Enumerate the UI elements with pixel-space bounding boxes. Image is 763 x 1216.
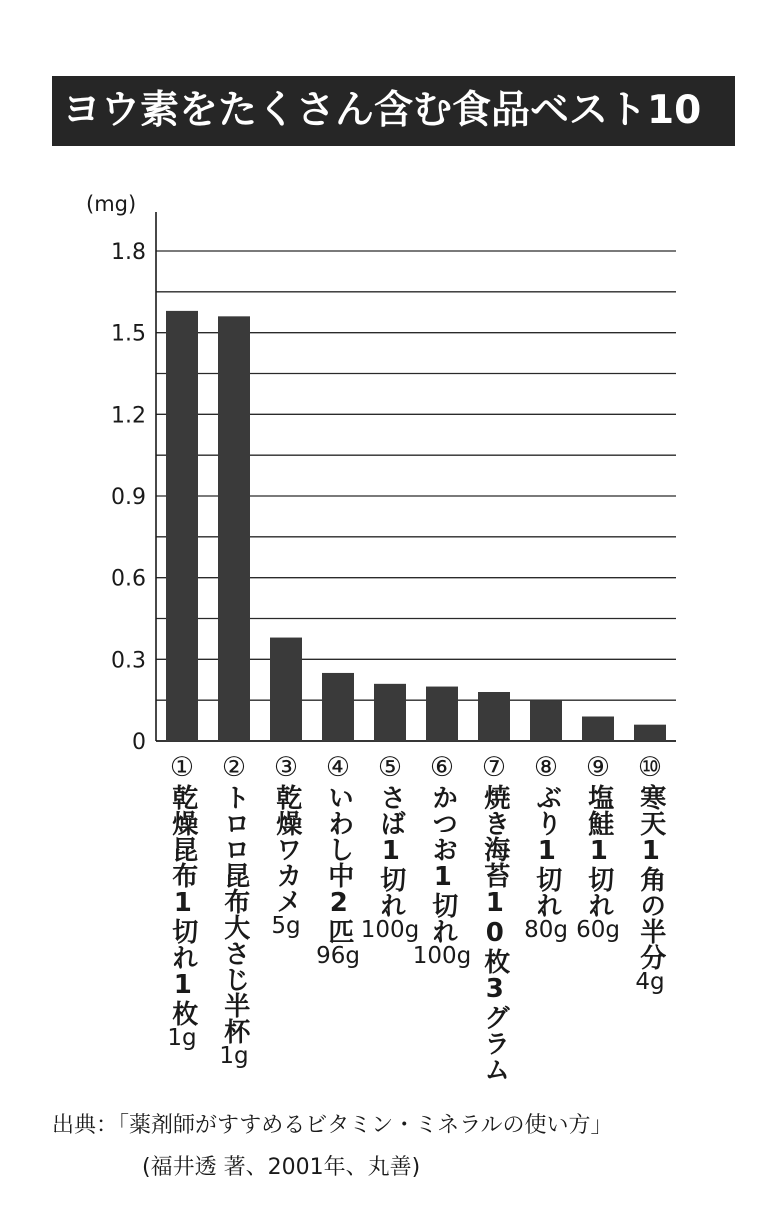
category-name: 塩鮭1切れ [583,784,614,918]
bar [582,717,614,742]
category-name: 乾燥昆布1切れ1枚 [167,784,198,1026]
bar [374,684,406,741]
category-amount: 96g [316,943,360,969]
y-tick-label: 0.9 [111,485,146,510]
category-label [212,752,256,1069]
category-number: ④ [325,752,351,783]
y-tick-label: 0.6 [111,566,146,592]
category-label [576,752,620,943]
category-label [160,752,204,1051]
category-label [316,752,360,969]
category-amount: 100g [360,917,420,943]
category-amount: 100g [412,943,472,969]
bar [426,687,458,741]
bar [270,638,302,741]
category-label [628,752,672,995]
category-number: ① [169,752,195,783]
y-tick-label: 0 [132,730,146,755]
category-label [412,752,472,969]
category-amount: 60g [576,917,620,943]
category-name: いわし中2匹 [323,784,354,944]
category-name: 焼き海苔10枚3グラム [479,784,510,1082]
bar [634,725,666,741]
category-amount: 1g [219,1043,249,1069]
y-axis-unit: (mg) [86,192,137,216]
category-number: ⑧ [533,752,559,783]
category-label [360,752,420,943]
category-number: ⑦ [481,752,507,783]
y-tick-label: 1.8 [111,240,146,265]
category-number: ③ [273,752,299,783]
bar [322,673,354,741]
category-number: ⑨ [585,752,611,783]
y-tick-label: 1.5 [111,321,146,347]
y-tick-label: 1.2 [111,403,146,429]
category-number: ⑤ [377,752,403,783]
category-name: ぶり1切れ [531,784,562,918]
category-amount: 80g [524,917,568,943]
category-amount: 5g [271,913,301,939]
category-label [472,752,516,1082]
category-amount: 1g [167,1025,197,1051]
category-name: トロロ昆布大さじ半杯 [219,784,250,1044]
category-number: ⑩ [637,752,663,783]
source-citation [52,1105,613,1189]
chart-title: ヨウ素をたくさん含む食品ベスト10 [52,76,735,146]
category-label [264,752,308,939]
category-number: ⑥ [429,752,455,783]
category-label [524,752,568,943]
bar [218,316,250,741]
y-tick-label: 0.3 [111,648,146,674]
bar [478,692,510,741]
category-amount: 4g [635,969,665,995]
category-number: ② [221,752,247,783]
source-line-2: (福井透 著、2001年、丸善) [142,1155,421,1180]
bar [530,700,562,741]
source-line-1: 出典：「薬剤師がすすめるビタミン・ミネラルの使い方」 [52,1113,613,1138]
category-name: さば1切れ [375,784,406,918]
category-name: かつお1切れ [427,784,458,944]
bar [166,311,198,741]
category-name: 乾燥ワカメ [271,784,302,914]
category-name: 寒天1角の半分 [635,784,666,970]
